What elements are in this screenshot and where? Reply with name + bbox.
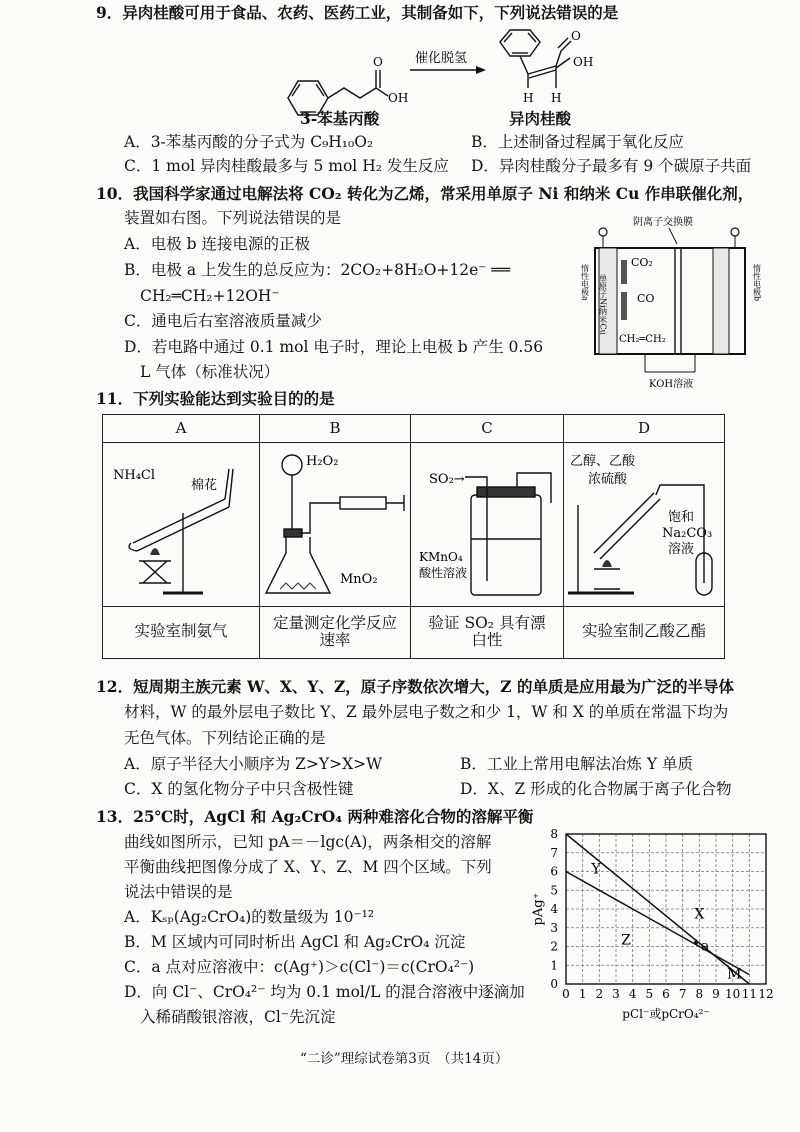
y-tick-label: 6	[550, 864, 558, 879]
x-tick-label: 9	[712, 987, 720, 1001]
c-acidic-label: 酸性溶液	[419, 566, 468, 580]
a-cotton-label: 棉花	[191, 478, 218, 493]
membrane-label: 阴离子交换膜	[633, 217, 693, 228]
cu-catalyst	[621, 292, 627, 320]
y-tick-label: 7	[550, 845, 558, 860]
point-label-a: a	[701, 938, 710, 955]
label-electrode-a: 惰性电极a	[580, 264, 590, 301]
q13-option-d2: 入稀硝酸银溶液，Cl⁻先沉淀	[140, 1008, 336, 1026]
y-tick-label: 3	[550, 920, 558, 935]
apparatus-c	[411, 443, 564, 607]
x-tick-label: 2	[595, 987, 604, 1001]
y-tick-label: 8	[550, 827, 558, 841]
reactant-name: 3-苯基丙酸	[300, 109, 380, 128]
purpose-c: 验证 SO₂ 具有漂白性	[411, 606, 564, 658]
q9-stem: 9．异肉桂酸可用于食品、农药、医药工业，其制备如下，下列说法错误的是	[96, 3, 619, 22]
x-tick-label: 10	[725, 987, 741, 1001]
flame-icon	[150, 548, 160, 555]
label-electrode-b: 惰性电极b	[752, 264, 762, 302]
c-kmno4-label: KMnO₄	[419, 550, 463, 564]
purpose-a: 实验室制氨气	[103, 606, 260, 658]
x-tick-label: 11	[741, 987, 757, 1001]
q9-option-b: B．上述制备过程属于氧化反应	[471, 133, 684, 151]
purpose-b: 定量测定化学反应速率	[260, 606, 411, 658]
d-sat1-label: 饱和	[668, 510, 695, 525]
electrolysis-cell-diagram	[580, 212, 775, 392]
x-tick-label: 3	[612, 987, 620, 1001]
reactant-oh: OH	[388, 91, 409, 105]
x-tick-label: 5	[645, 987, 654, 1001]
product-name: 异肉桂酸	[509, 109, 572, 128]
header-d: D	[564, 415, 725, 443]
terminal-a-icon	[599, 228, 607, 236]
q10-option-a: A．电极 b 连接电源的正极	[124, 235, 310, 253]
q10-option-b1: B．电极 a 上发生的总反应为：2CO₂+8H₂O+12e⁻ ══	[124, 261, 511, 279]
q13-line4: 说法中错误的是	[124, 883, 233, 901]
region-label-x: X	[694, 906, 705, 923]
product-benzene-ring	[500, 30, 571, 88]
x-tick-label: 1	[578, 987, 587, 1001]
q9-option-d: D．异肉桂酸分子最多有 9 个碳原子共面	[471, 157, 752, 175]
catalyst-powder-icon	[280, 583, 316, 589]
q13-option-d1: D．向 Cl⁻、CrO₄²⁻ 均为 0.1 mol/L 的混合溶液中逐滴加	[124, 983, 525, 1001]
q12-line3: 无色气体。下列结论正确的是	[124, 729, 326, 747]
x-axis-label: pCl⁻或pCrO₄²⁻	[622, 1007, 710, 1021]
y-axis-label: pAg⁺	[531, 892, 546, 926]
d-sat2-label: Na₂CO₃	[662, 526, 713, 541]
d-reagents2-label: 浓硫酸	[588, 472, 628, 487]
x-tick-label: 12	[758, 987, 774, 1001]
q13-line1: 13．25℃时，AgCl 和 Ag₂CrO₄ 两种难溶化合物的溶解平衡	[96, 807, 534, 826]
b-mno2-label: MnO₂	[340, 572, 378, 587]
y-tick-label: 1	[550, 958, 558, 973]
x-tick-label: 0	[562, 987, 570, 1001]
apparatus-c-drawing	[411, 443, 563, 601]
q9-option-a: A．3-苯基丙酸的分子式为 C₉H₁₀O₂	[124, 133, 374, 151]
header-c: C	[411, 415, 564, 443]
label-electrolyte: KOH溶液	[649, 379, 694, 390]
apparatus-b	[260, 443, 411, 607]
x-tick-label: 7	[678, 987, 687, 1001]
apparatus-d-drawing	[564, 443, 724, 601]
page-footer: “二诊”理综试卷第3页 （共14页）	[300, 1051, 509, 1067]
q13-option-b: B．M 区域内可同时析出 AgCl 和 Ag₂CrO₄ 沉淀	[124, 933, 466, 951]
x-tick-label: 8	[695, 987, 704, 1001]
q12-line1: 12．短周期主族元素 W、X、Y、Z，原子序数依次增大，Z 的单质是应用最为广泛的半导体	[96, 677, 734, 696]
a-reagent-label: NH₄Cl	[113, 468, 156, 483]
label-co2: CO₂	[631, 256, 653, 269]
header-b: B	[260, 415, 411, 443]
q11-stem: 11．下列实验能达到实验目的的是	[96, 389, 335, 408]
y-tick-label: 4	[550, 902, 558, 916]
q10-stem-line1: 10．我国科学家通过电解法将 CO₂ 转化为乙烯，常采用单原子 Ni 和纳米 Cu 作串联催化剂，	[96, 184, 754, 203]
label-co: CO	[637, 292, 655, 305]
b-h2o2-label: H₂O₂	[306, 454, 339, 469]
product-oh: OH	[573, 55, 594, 69]
terminal-b-icon	[731, 228, 739, 236]
apparatus-a	[103, 443, 260, 607]
region-label-m: M	[727, 966, 742, 983]
electrode-b	[713, 248, 729, 354]
y-tick-label: 2	[550, 939, 558, 954]
q12-option-b: B．工业上常用电解法冶炼 Y 单质	[460, 755, 693, 773]
x-tick-label: 6	[662, 987, 670, 1001]
d-sat3-label: 溶液	[668, 542, 695, 557]
x-tick-label: 4	[628, 987, 637, 1001]
apparatus-b-drawing	[260, 443, 410, 601]
q13-line2: 曲线如图所示，已知 pA＝－lgc(A)，两条相交的溶解	[124, 833, 492, 851]
q10-option-d2: L 气体（标准状况）	[140, 363, 280, 381]
q10-option-c: C．通电后右室溶液质量减少	[124, 312, 322, 330]
label-catalyst: 单原子Ni纳米Cu	[598, 274, 608, 335]
label-ethylene: CH₂═CH₂	[619, 334, 666, 345]
header-a: A	[103, 415, 260, 443]
ni-catalyst	[621, 260, 627, 284]
apparatus-d	[564, 443, 725, 607]
product-h-right: H	[551, 91, 562, 105]
product-h-left: H	[523, 91, 534, 105]
reaction-condition: 催化脱氢	[415, 51, 468, 66]
q13-option-a: A．Kₛₚ(Ag₂CrO₄)的数量级为 10⁻¹²	[124, 908, 375, 926]
q13-option-c: C．a 点对应溶液中：c(Ag⁺)＞c(Cl⁻)＝c(CrO₄²⁻)	[124, 958, 475, 976]
q10-stem-line2: 装置如右图。下列说法错误的是	[124, 209, 342, 227]
q12-option-c: C．X 的氢化物分子中只含极性键	[124, 780, 354, 798]
purpose-d: 实验室制乙酸乙酯	[564, 606, 725, 658]
flame-icon-d	[602, 560, 612, 567]
experiment-table	[102, 414, 725, 659]
region-label-z: Z	[621, 932, 631, 949]
product-o: O	[571, 29, 581, 43]
q12-option-d: D．X、Z 形成的化合物属于离子化合物	[460, 780, 732, 798]
reactant-o: O	[373, 55, 383, 69]
apparatus-a-drawing	[103, 443, 259, 601]
arrow-head-icon	[476, 66, 486, 74]
c-so2-label: SO₂→	[429, 472, 465, 487]
q12-option-a: A．原子半径大小顺序为 Z>Y>X>W	[124, 755, 383, 773]
solubility-chart	[530, 822, 792, 1027]
y-tick-label: 5	[550, 883, 558, 898]
q13-line3: 平衡曲线把图像分成了 X、Y、Z、M 四个区域。下列	[124, 858, 492, 876]
q10-option-b2: CH₂═CH₂+12OH⁻	[140, 287, 280, 305]
q10-option-d1: D．若电路中通过 0.1 mol 电子时，理论上电极 b 产生 0.56	[124, 338, 544, 356]
y-tick-label: 0	[550, 977, 558, 991]
d-reagents1-label: 乙醇、乙酸	[570, 454, 636, 469]
q9-option-c: C．1 mol 异肉桂酸最多与 5 mol H₂ 发生反应	[124, 157, 449, 175]
q12-line2: 材料，W 的最外层电子数比 Y、Z 最外层电子数之和少 1，W 和 X 的单质在常温下均为	[124, 703, 729, 721]
point-marker	[694, 941, 698, 945]
series-line	[566, 872, 749, 975]
region-label-y: Y	[591, 861, 601, 878]
